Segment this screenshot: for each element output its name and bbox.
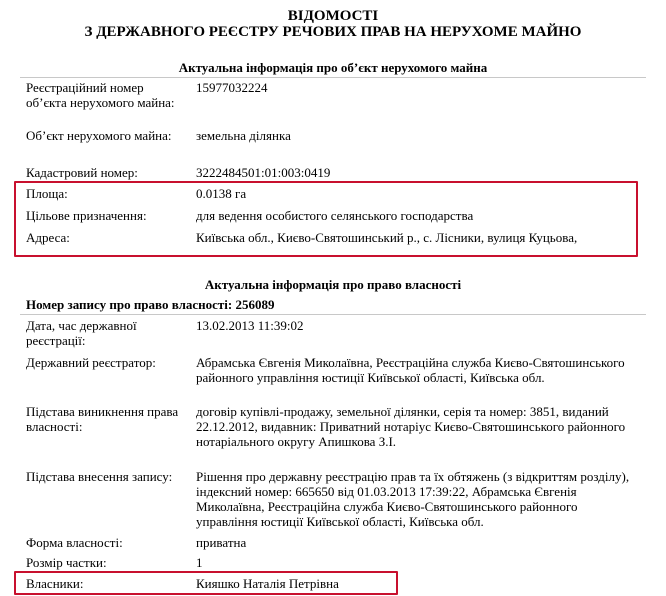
rights-section-divider xyxy=(20,314,646,315)
row-value: для ведення особистого селянського господарства xyxy=(196,208,474,223)
row-label: Підстава виникнення права власності: xyxy=(26,404,179,434)
row-label: Реєстраційний номер об’єкта нерухомого майна: xyxy=(26,80,175,110)
row-label: Адреса: xyxy=(26,230,70,245)
row-label: Цільове призначення: xyxy=(26,208,147,223)
row-value: Абрамська Євгенія Миколаївна, Реєстраційна служба Києво-Святошинського районного управління юстиції Київської області, Київська обл. xyxy=(196,355,625,385)
row-label: Підстава внесення запису: xyxy=(26,469,173,484)
row-label: Державний реєстратор: xyxy=(26,355,156,370)
document-title-line2: З ДЕРЖАВНОГО РЕЄСТРУ РЕЧОВИХ ПРАВ НА НЕРУХОМЕ МАЙНО xyxy=(84,24,582,40)
document-title-line1: ВІДОМОСТІ xyxy=(287,8,379,24)
row-label: Розмір частки: xyxy=(26,555,107,570)
row-label: Кадастровий номер: xyxy=(26,165,138,180)
rights-section-heading: Актуальна інформація про право власності xyxy=(204,277,462,292)
highlight-box-area-purpose-address xyxy=(14,181,638,257)
row-value: приватна xyxy=(196,535,247,550)
row-label: Власники: xyxy=(26,576,84,591)
row-value: Рішення про державну реєстрацію прав та їх обтяжень (з відкриттям розділу), індексний номер: 665650 від 01.03.2013 17:39:22, Абрамська Євгенія Миколаївна, Реєстраційна служба Києво-Святошинського районного управління юстиції Київської області, Київська обл. xyxy=(196,469,630,529)
row-value: Київська обл., Києво-Святошинський р., с. Лісники, вулиця Куцьова, xyxy=(196,230,578,245)
row-value: земельна ділянка xyxy=(196,128,291,143)
row-label: Форма власності: xyxy=(26,535,123,550)
object-section-heading: Актуальна інформація про об’єкт нерухомого майна xyxy=(178,60,488,75)
object-section-divider xyxy=(20,77,646,78)
row-value: 15977032224 xyxy=(196,80,268,95)
row-value: 13.02.2013 11:39:02 xyxy=(196,318,304,333)
row-label: Площа: xyxy=(26,186,68,201)
row-value: Кияшко Наталія Петрівна xyxy=(196,576,339,591)
highlight-box-owners xyxy=(14,571,398,595)
row-label: Дата, час державної реєстрації: xyxy=(26,318,137,348)
ownership-record-number: Номер запису про право власності: 256089 xyxy=(26,297,275,312)
row-value: 1 xyxy=(196,555,203,570)
row-value: договір купівлі-продажу, земельної ділянки, серія та номер: 3851, виданий 22.12.2012, видавник: Приватний нотаріус Києво-Святошинського районного нотаріального округу Апишкова З.І. xyxy=(196,404,626,449)
row-label: Об’єкт нерухомого майна: xyxy=(26,128,172,143)
row-value: 3222484501:01:003:0419 xyxy=(196,165,331,180)
row-value: 0.0138 га xyxy=(196,186,247,201)
